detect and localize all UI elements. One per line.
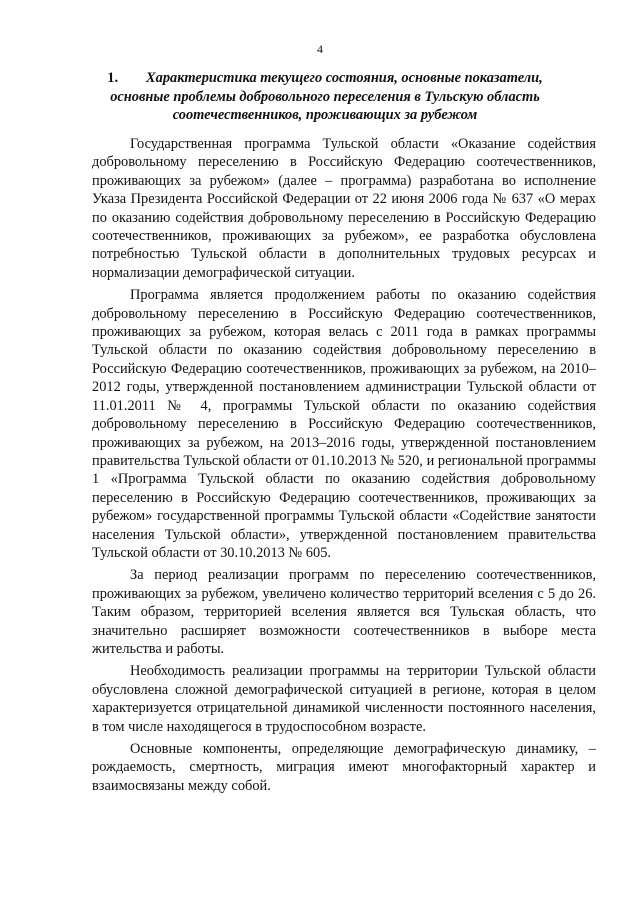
paragraph: Основные компоненты, определяющие демографическую динамику, – рождаемость, смертность, миграция имеют многофакторный характер и взаимосвязаны между собой. xyxy=(92,741,596,794)
paragraph: За период реализации программ по переселению соотечественников, проживающих за рубежом, увеличено количество территорий вселения с 5 до 26. Таким образом, территорией вселения является вся Тульская область, что значительно расширяет возможности соотечественников в выборе места жительства и работы. xyxy=(92,567,596,657)
page-number: 4 xyxy=(317,42,323,56)
section-number: 1. xyxy=(107,70,119,86)
body-text xyxy=(92,135,596,799)
paragraph: Государственная программа Тульской области «Оказание содействия добровольному переселению в Российскую Федерацию соотечественников, проживающих за рубежом» (далее – программа) разработана во исполнение Указа Президента Российской Федерации от 22 июня 2006 года № 637 «О мерах по оказанию содействия добровольному переселению в Российскую Федерацию соотечественников, проживающих за рубежом», ее разработка обусловлена потребностью Тульской области в дополнительных трудовых ресурсах и нормализации демографической ситуации. xyxy=(92,136,596,281)
paragraph: Необходимость реализации программы на территории Тульской области обусловлена сложной демографической ситуацией в регионе, которая в целом характеризуется отрицательной динамикой численности постоянного населения, в том числе находящегося в трудоспособном возрасте. xyxy=(92,663,596,735)
paragraph: Программа является продолжением работы по оказанию содействия добровольному переселению в Российскую Федерацию соотечественников, проживающих за рубежом, которая велась с 2011 года в рамках программы Тульской области по оказанию содействия добровольному переселению в Российскую Федерацию соотечественников, проживающих за рубежом, на 2010–2012 годы, утвержденной постановлением администрации Тульской области от 11.01.2011 № 4, программы Тульской области по оказанию содействия добровольному переселению в Российскую Федерацию соотечественников, проживающих за рубежом, на 2013–2016 годы, утвержденной постановлением правительства Тульской области от 01.10.2013 № 520, и региональной программы 1 «Программа Тульской области по оказанию содействия добровольному переселению в Российскую Федерацию соотечественников, проживающих за рубежом» государственной программы Тульской области «Содействие занятости населения Тульской области», утвержденной постановлением правительства Тульской области от 30.10.2013 № 605. xyxy=(92,287,596,561)
section-title: Характеристика текущего состояния, основные показатели, основные проблемы добровольного переселения в Тульскую область соотечественников, проживающих за рубежом xyxy=(110,70,543,123)
section-heading xyxy=(96,69,554,125)
